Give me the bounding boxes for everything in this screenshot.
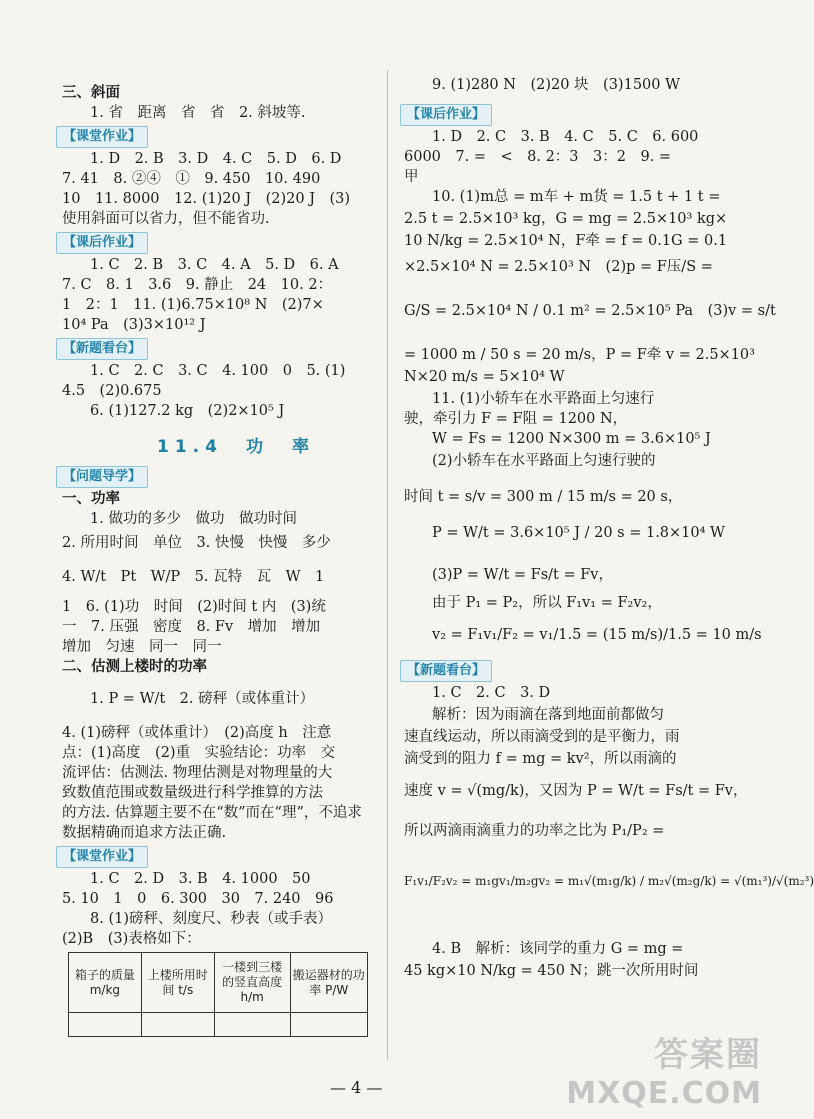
tag-guided-questions: 【 问题导学 】 <box>56 466 148 488</box>
answer-line: 流评估：估测法. 物理估测是对物理量的大 <box>62 765 333 781</box>
answer-line: 10⁴ Pa (3)3×10¹² J <box>62 317 206 333</box>
answer-line: 所以两滴雨滴重力的功率之比为 P₁/P₂ = <box>404 823 665 839</box>
answer-line: 的方法. 估算题主要不在“数”而在“理”，不追求 <box>62 805 362 821</box>
watermark-url: MXQE.COM <box>566 1076 762 1111</box>
answer-line: 1. 省 距离 省 省 2. 斜坡等. <box>90 105 306 121</box>
section-title: 11.4 功 率 <box>157 437 315 457</box>
heading-power: 一、功率 <box>62 491 120 507</box>
answer-line: 速度 v = √(mg/k)，又因为 P = W/t = Fs/t = Fv， <box>404 783 748 799</box>
answer-line: 点：(1)高度 (2)重 实验结论：功率 交 <box>62 745 336 761</box>
answer-line: 8. (1)磅秤、刻度尺、秒表（或手表） <box>90 911 332 927</box>
answer-line: 6. (1)127.2 kg (2)2×10⁵ J <box>90 403 285 419</box>
answer-line: 4. W/t Pt W/P 5. 瓦特 瓦 W 1 <box>62 569 325 585</box>
answer-line: N×20 m/s = 5×10⁴ W <box>404 369 565 385</box>
tag-class-work-2: 【 课堂作业 】 <box>56 846 148 868</box>
answer-line: 滴受到的阻力 f = mg = kv²，所以雨滴的 <box>404 751 677 767</box>
answer-line: 1. C 2. C 3. D <box>432 685 551 701</box>
answer-line: 2. 所用时间 单位 3. 快慢 快慢 多少 <box>62 535 331 551</box>
watermark-logo <box>566 1027 762 1111</box>
answer-line: 速直线运动，所以雨滴受到的是平衡力，雨 <box>404 729 680 745</box>
answer-line: 45 kg×10 N/kg = 450 N；跳一次所用时间 <box>404 963 699 979</box>
answer-line: (3)P = W/t = Fs/t = Fv， <box>432 567 613 583</box>
answer-line: 解析：因为雨滴在落到地面前都做匀 <box>432 707 664 723</box>
answer-line: 一 7. 压强 密度 8. Fv 增加 增加 <box>62 619 321 635</box>
answer-line: v₂ = F₁v₁/F₂ = v₁/1.5 = (15 m/s)/1.5 = 10 m/s <box>432 627 762 643</box>
table-header: 箱子的质量 m/kg <box>69 953 142 1013</box>
watermark-text: 答案圈 <box>654 1035 762 1075</box>
answer-line: ×2.5×10⁴ N = 2.5×10³ N (2)p = F压/S = <box>404 259 713 275</box>
answer-line: = 1000 m / 50 s = 20 m/s，P = F牵 v = 2.5×10³ <box>404 347 755 363</box>
answer-line: F₁v₁/F₂v₂ = m₁gv₁/m₂gv₂ = m₁√(m₁g/k) / m₂√(m₂g/k) = √(m₁³)/√(m₂³) <box>404 874 814 888</box>
table-cell <box>290 1013 367 1037</box>
answer-line: 1. D 2. C 3. B 4. C 5. C 6. 600 <box>432 129 699 145</box>
tag-class-work: 【 课堂作业 】 <box>56 126 148 148</box>
answer-line: 2.5 t = 2.5×10³ kg，G = mg = 2.5×10³ kg× <box>404 211 728 227</box>
answer-line: 6000 7. = < 8. 2：3 3：2 9. = <box>404 149 672 165</box>
answer-line: G/S = 2.5×10⁴ N / 0.1 m² = 2.5×10⁵ Pa (3)v = s/t <box>404 303 776 319</box>
heading-estimate-power: 二、估测上楼时的功率 <box>62 659 207 675</box>
answer-line: 1. D 2. B 3. D 4. C 5. D 6. D <box>90 151 342 167</box>
table-cell <box>141 1013 214 1037</box>
answer-line: 由于 P₁ = P₂，所以 F₁v₁ = F₂v₂， <box>432 595 662 611</box>
answer-line: 5. 10 1 0 6. 300 30 7. 240 96 <box>62 891 334 907</box>
answer-line: 9. (1)280 N (2)20 块 (3)1500 W <box>432 77 681 93</box>
answer-line: 10. (1)m总 = m车 + m货 = 1.5 t + 1 t = <box>432 189 721 205</box>
answer-line: 1. P = W/t 2. 磅秤（或体重计） <box>90 691 315 707</box>
answer-line: P = W/t = 3.6×10⁵ J / 20 s = 1.8×10⁴ W <box>432 525 725 541</box>
answer-line: 致数值范围或数量级进行科学推算的方法 <box>62 785 323 801</box>
power-table <box>68 952 368 1037</box>
answer-line: W = Fs = 1200 N×300 m = 3.6×10⁵ J <box>432 431 711 447</box>
page-number: — 4 — <box>330 1078 383 1097</box>
table-header: 搬运器材的功率 P/W <box>290 953 367 1013</box>
answer-line: 7. 41 8. ②④ ① 9. 450 10. 490 <box>62 171 321 187</box>
tag-homework: 【 课后作业 】 <box>56 232 148 254</box>
answer-line: 4.5 (2)0.675 <box>62 383 162 399</box>
answer-line: 7. C 8. 1 3.6 9. 静止 24 10. 2： <box>62 277 333 293</box>
table-header: 上楼所用时间 t/s <box>141 953 214 1013</box>
answer-line: 1. C 2. B 3. C 4. A 5. D 6. A <box>90 257 339 273</box>
answer-line: 1 6. (1)功 时间 (2)时间 t 内 (3)统 <box>62 599 326 615</box>
answer-line: 1 2：1 11. (1)6.75×10⁸ N (2)7× <box>62 297 324 313</box>
answer-line: 时间 t = s/v = 300 m / 15 m/s = 20 s， <box>404 489 683 505</box>
answer-line: (2)小轿车在水平路面上匀速行驶的 <box>432 453 656 469</box>
answer-line: 4. B 解析：该同学的重力 G = mg = <box>432 941 684 957</box>
tag-homework: 【 课后作业 】 <box>400 104 492 126</box>
answer-line: 4. (1)磅秤（或体重计） (2)高度 h 注意 <box>62 725 332 741</box>
table-header: 一楼到三楼的竖直高度 h/m <box>214 953 290 1013</box>
answer-line: 数据精确而追求方法正确. <box>62 825 227 841</box>
tag-new-problems: 【 新题看台 】 <box>56 338 148 360</box>
answer-line: 1. C 2. D 3. B 4. 1000 50 <box>90 871 311 887</box>
table-cell <box>69 1013 142 1037</box>
answer-line: 增加 匀速 同一 同一 <box>62 639 222 655</box>
heading-incline: 三、斜面 <box>62 85 120 101</box>
answer-line: 驶，牵引力 F = F阻 = 1200 N， <box>404 411 628 427</box>
answer-line: (2)B (3)表格如下： <box>62 931 201 947</box>
answer-line: 1. C 2. C 3. C 4. 100 0 5. (1) <box>90 363 346 379</box>
answer-line: 10 11. 8000 12. (1)20 J (2)20 J (3) <box>62 191 351 207</box>
answer-line: 10 N/kg = 2.5×10⁴ N，F牵 = f = 0.1G = 0.1 <box>404 233 728 249</box>
table-cell <box>214 1013 290 1037</box>
tag-new-problems: 【 新题看台 】 <box>400 660 492 682</box>
answer-line: 11. (1)小轿车在水平路面上匀速行 <box>432 391 655 407</box>
column-divider <box>387 70 388 1060</box>
answer-line: 甲 <box>404 169 419 185</box>
answer-line: 1. 做功的多少 做功 做功时间 <box>90 511 297 527</box>
answer-line: 使用斜面可以省力，但不能省功. <box>62 211 270 227</box>
